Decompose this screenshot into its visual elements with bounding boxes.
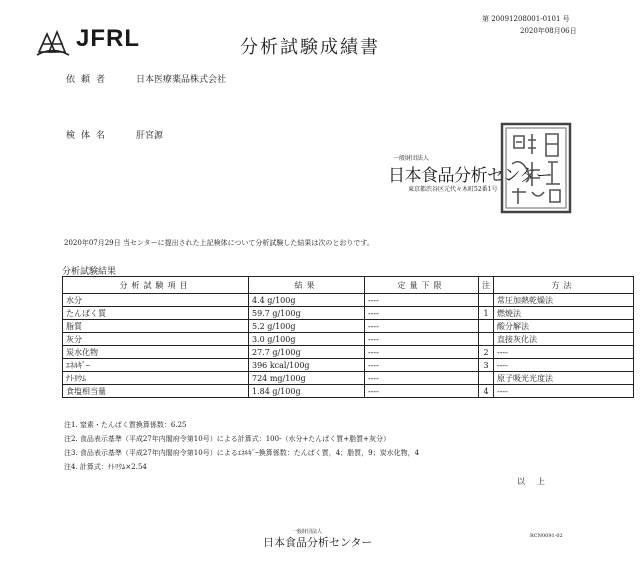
limit-cell: ---- <box>365 372 479 385</box>
document-date: 2020年08月06日 <box>520 27 577 35</box>
result-cell: 1.84 g/100g <box>249 385 365 398</box>
item-cell: 灰分 <box>63 333 249 346</box>
table-row <box>63 307 634 320</box>
org-type: 一般財団法人 <box>393 155 430 162</box>
method-cell: 酸分解法 <box>494 320 634 333</box>
item-cell: ｴﾈﾙｷﾞｰ <box>63 359 249 372</box>
result-cell: 3.0 g/100g <box>249 333 365 346</box>
limit-cell: ---- <box>365 307 479 320</box>
item-cell: たんぱく質 <box>63 307 249 320</box>
limit-cell: ---- <box>365 320 479 333</box>
note-cell <box>479 333 494 346</box>
limit-cell: ---- <box>365 385 479 398</box>
limit-cell: ---- <box>365 346 479 359</box>
header-note: 注 <box>479 277 494 294</box>
method-cell: 燃焼法 <box>494 307 634 320</box>
results-table <box>62 276 634 398</box>
note-cell: 2 <box>479 346 494 359</box>
result-cell: 396 kcal/100g <box>249 359 365 372</box>
result-cell: 4.4 g/100g <box>249 294 365 307</box>
item-cell: ﾅﾄﾘｳﾑ <box>63 372 249 385</box>
header-item: 分析試験項目 <box>63 277 249 294</box>
footer-org-type: 一般財団法人 <box>292 529 323 535</box>
item-cell: 水分 <box>63 294 249 307</box>
note-line: 注2. 食品表示基準（平成27年内閣府令第10号）による計算式：100-（水分+たんぱく質+脂質+灰分） <box>64 435 391 443</box>
table-row <box>63 346 634 359</box>
limit-cell: ---- <box>365 333 479 346</box>
sample-value: 肝宮源 <box>136 131 164 141</box>
result-cell: 27.7 g/100g <box>249 346 365 359</box>
document-number: 第 20091208001-0101 号 <box>482 15 570 23</box>
logo-text: JFRL <box>76 25 140 52</box>
note-line: 注3. 食品表示基準（平成27年内閣府令第10号）によるｴﾈﾙｷﾞｰ換算係数：たんぱく質，4；脂質，9；炭水化物，4 <box>64 449 420 457</box>
document-title: 分析試験成績書 <box>240 37 380 58</box>
method-cell: ---- <box>494 359 634 372</box>
method-cell: ---- <box>494 385 634 398</box>
header-limit: 定量下限 <box>365 277 479 294</box>
table-row <box>63 385 634 398</box>
note-cell <box>479 294 494 307</box>
jfrl-logo-icon <box>35 26 71 58</box>
header-method: 方法 <box>494 277 634 294</box>
method-cell: 原子吸光光度法 <box>494 372 634 385</box>
limit-cell: ---- <box>365 294 479 307</box>
note-cell <box>479 320 494 333</box>
table-row <box>63 294 634 307</box>
notes-list <box>64 420 419 476</box>
table-row <box>63 372 634 385</box>
item-cell: 炭水化物 <box>63 346 249 359</box>
method-cell: ---- <box>494 346 634 359</box>
result-cell: 5.2 g/100g <box>249 320 365 333</box>
header-result: 結果 <box>249 277 365 294</box>
note-line: 注4. 計算式：ﾅﾄﾘｳﾑ×2.54 <box>64 463 147 471</box>
sample-label: 検体名 <box>66 131 112 141</box>
table-header-row <box>63 277 634 294</box>
limit-cell: ---- <box>365 359 479 372</box>
method-cell: 直接灰化法 <box>494 333 634 346</box>
item-cell: 食塩相当量 <box>63 385 249 398</box>
note-line: 注1. 窒素・たんぱく質換算係数：6.25 <box>64 421 187 429</box>
footer-org-name: 日本食品分析センター <box>263 536 373 549</box>
table-row <box>63 359 634 372</box>
note-cell: 4 <box>479 385 494 398</box>
org-name: 日本食品分析センター <box>388 166 553 186</box>
table-row <box>63 333 634 346</box>
client-label: 依頼者 <box>66 75 112 85</box>
intro-text: 2020年07月29日 当センターに提出された上記検体について分析試験した結果は次のとおりです。 <box>64 239 374 247</box>
note-cell: 3 <box>479 359 494 372</box>
section-title: 分析試験結果 <box>62 267 117 277</box>
method-cell: 常圧加熱乾燥法 <box>494 294 634 307</box>
note-cell: 1 <box>479 307 494 320</box>
client-value: 日本医療薬品株式会社 <box>136 75 227 85</box>
note-cell <box>479 372 494 385</box>
org-address: 東京都渋谷区元代々木町52番1号 <box>408 186 498 193</box>
result-cell: 59.7 g/100g <box>249 307 365 320</box>
result-cell: 724 mg/100g <box>249 372 365 385</box>
end-mark: 以上 <box>517 477 557 486</box>
official-seal-stamp <box>500 122 572 214</box>
table-row <box>63 320 634 333</box>
footer-code: RCN0091-02 <box>530 533 563 539</box>
item-cell: 脂質 <box>63 320 249 333</box>
